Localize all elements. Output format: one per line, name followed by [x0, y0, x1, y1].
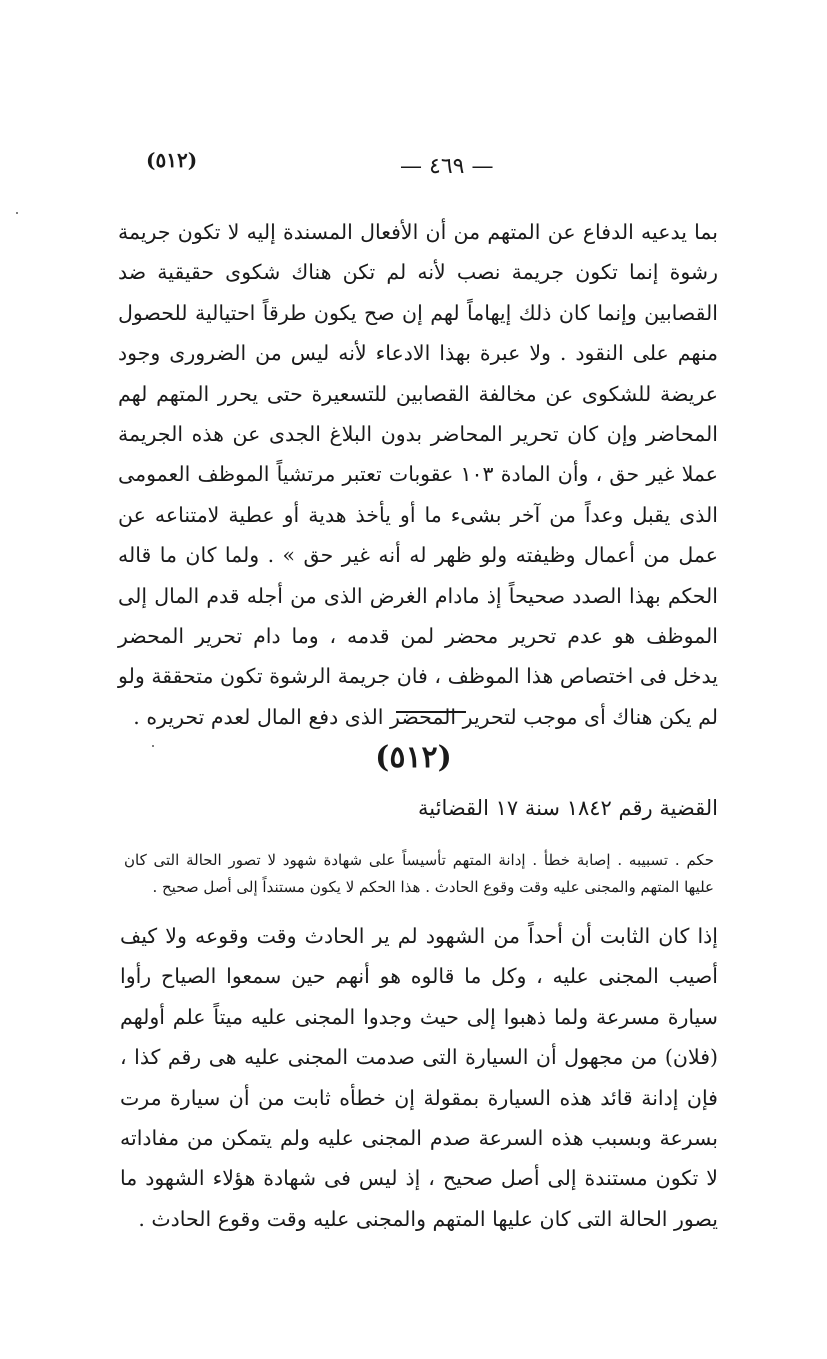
- case-title: القضية رقم ١٨٤٢ سنة ١٧ القضائية: [418, 796, 718, 820]
- headnote-text: حكم . تسبيبه . إصابة خطأ . إدانة المتهم تأسيساً على شهادة شهود لا تصور الحالة التى كان عليها المتهم والمجنى عليه وقت وقوع الحادث . هذا الحكم لا يكون مستنداً إلى أصل صحيح .: [124, 851, 714, 896]
- paragraph: إذا كان الثابت أن أحداً من الشهود لم ير الحادث وقت وقوعه ولا كيف أصيب المجنى عليه ، وكل ما قالوه هو أنهم حين سمعوا الصياح رأوا سيارة مسرعة ولما ذهبوا إلى حيث وجدوا المجنى عليه ميتاً علم أولهم (فلان) من مجهول أن السيارة التى صدمت المجنى عليه هى رقم كذا ، فإن إدانة قائد هذه السيارة بمقولة إن خطأه ثابت من أن سيارة مرت بسرعة وبسبب هذه السرعة صدم المجنى عليه ولم يتمكن من مفاداته لا تكون مستندة إلى أصل صحيح ، إذ ليس فى شهادة هؤلاء الشهود ما يصور الحالة التى كان عليها المتهم والمجنى عليه وقت وقوع الحادث .: [120, 924, 718, 1231]
- judgment-text: [120, 916, 718, 1239]
- scan-speck: [152, 745, 154, 747]
- header-case-ref: (٥١٢): [146, 148, 198, 172]
- continued-judgment-text: [118, 212, 718, 737]
- section-divider: [396, 711, 466, 713]
- headnote: [124, 847, 714, 901]
- scan-speck: [16, 212, 18, 214]
- page-number: — ٤٦٩ —: [400, 154, 494, 179]
- section-number: (٥١٢): [375, 740, 452, 775]
- paragraph: بما يدعيه الدفاع عن المتهم من أن الأفعال المسندة إليه لا تكون جريمة رشوة إنما تكون جريمة نصب لأنه لم تكن هناك شكوى حقيقية ضد القصابين وإنما كان ذلك إيهاماً لهم إن صح يكون طرقاً احتيالية للحصول منهم على النقود . ولا عبرة بهذا الادعاء لأنه ليس من الضرورى وجود عريضة للشكوى عن مخالفة القصابين للتسعيرة حتى يحرر المتهم لهم المحاضر وإن كان تحرير المحاضر بدون البلاغ الجدى عن هذه الجريمة عملا غير حق ، وأن المادة ١٠٣ عقوبات تعتبر مرتشياً الموظف العمومى الذى يقبل وعداً من آخر بشىء ما أو يأخذ هدية أو عطية لامتناعه عن عمل من أعمال وظيفته ولو ظهر له أنه غير حق » . ولما كان ما قاله الحكم بهذا الصدد صحيحاً إذ مادام الغرض الذى من أجله قدم المال إلى الموظف هو عدم تحرير محضر لمن قدمه ، وما دام تحرير المحضر يدخل فى اختصاص هذا الموظف ، فان جريمة الرشوة تكون متحققة ولو لم يكن هناك أى موجب لتحرير المحضر الذى دفع المال لعدم تحريره .: [118, 220, 719, 729]
- page-header: [0, 148, 827, 188]
